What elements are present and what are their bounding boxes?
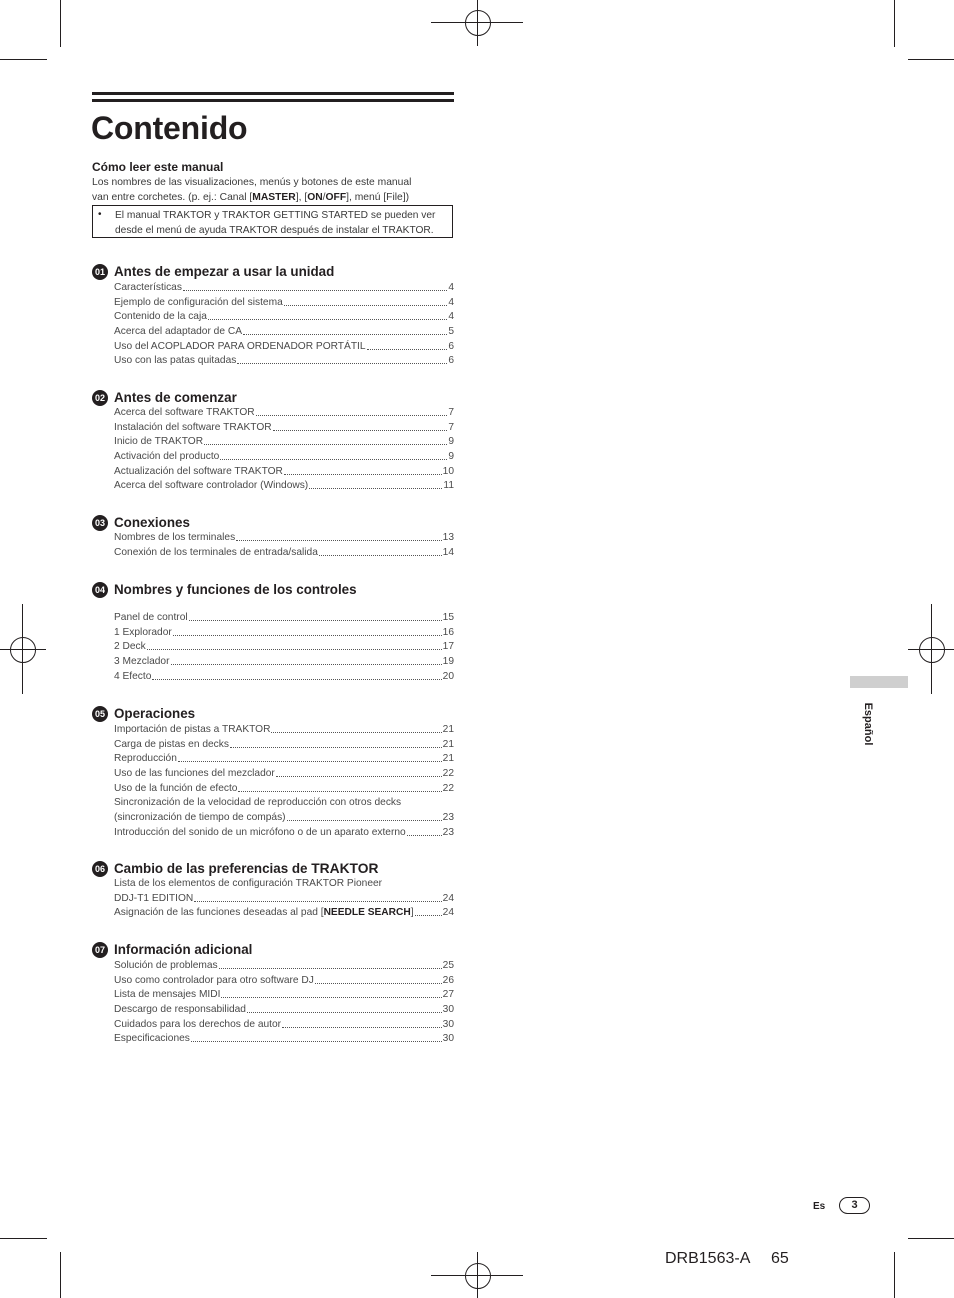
language-code: Es <box>813 1201 826 1212</box>
toc-page-number: 7 <box>448 421 454 433</box>
toc-entry-label: Características <box>114 282 182 293</box>
section-title: Información adicional <box>114 942 253 957</box>
section-title: Antes de empezar a usar la unidad <box>114 264 335 279</box>
toc-page-number: 26 <box>442 974 454 986</box>
toc-entry-label: 3 Mezclador <box>114 656 170 668</box>
toc-page-number: 20 <box>442 670 454 682</box>
toc-entry-label: Acerca del software controlador (Windows) <box>114 480 309 492</box>
toc-entry-label: Nombres de los terminales <box>114 532 236 543</box>
toc-page-number: 5 <box>448 326 454 338</box>
toc-entry[interactable] <box>114 906 454 921</box>
leader-dots <box>238 782 441 792</box>
leader-dots <box>407 826 442 836</box>
howto-text <box>92 175 454 205</box>
section-number-badge: 02 <box>92 390 108 406</box>
toc-entry-label: Lista de los elementos de configuración TRAKTOR Pioneer <box>114 878 383 889</box>
toc-entry[interactable] <box>114 877 454 906</box>
toc-page-number: 4 <box>448 296 454 308</box>
toc-page-number: 17 <box>442 641 454 653</box>
leader-dots <box>147 640 442 650</box>
toc-entry-text: Asignación de las funciones deseadas al pad [ <box>114 907 324 919</box>
leader-dots <box>415 906 442 916</box>
section-heading[interactable] <box>92 390 454 406</box>
toc-page-number: 21 <box>442 753 454 765</box>
section-title <box>114 861 378 877</box>
toc-entry-label: Actualización del software TRAKTOR <box>114 465 283 477</box>
toc-entry[interactable] <box>114 546 454 561</box>
toc-page-number: 22 <box>442 782 454 794</box>
toc-entry[interactable] <box>114 450 454 465</box>
toc-entry[interactable] <box>114 767 454 782</box>
toc-entry-label: 1 Explorador <box>114 626 172 638</box>
leader-dots <box>171 655 442 665</box>
toc-section <box>92 390 454 494</box>
toc-page-number: 30 <box>442 1018 454 1030</box>
section-number-badge: 06 <box>92 861 108 877</box>
leader-dots <box>243 325 447 335</box>
toc-entry-label: Sincronización de la velocidad de reproducción con otros decks <box>114 797 402 809</box>
howto-line: ], menú [File]) <box>346 192 410 203</box>
toc-entry[interactable] <box>114 325 454 340</box>
section-heading[interactable] <box>92 515 454 531</box>
language-tab <box>850 676 908 688</box>
toc-page-number: 6 <box>448 355 454 367</box>
toc-page-number: 14 <box>442 546 454 558</box>
section-title: Antes de comenzar <box>114 390 237 405</box>
toc-entry[interactable] <box>114 796 454 825</box>
toc-page-number: 21 <box>442 724 454 735</box>
leader-dots <box>287 811 442 821</box>
toc-page-number: 23 <box>442 812 454 824</box>
on-label: ON <box>307 192 323 203</box>
toc-page-number: 9 <box>448 436 454 448</box>
toc-page-number: 30 <box>442 1033 454 1045</box>
section-heading[interactable] <box>92 861 454 877</box>
toc-entry-label: Uso del ACOPLADOR PARA ORDENADOR PORTÁTIL <box>114 340 366 352</box>
leader-dots <box>189 611 442 621</box>
section-title: Conexiones <box>114 515 190 530</box>
toc-page-number: 25 <box>442 960 454 971</box>
crop-mark <box>908 59 954 60</box>
section-title: Operaciones <box>114 706 196 721</box>
section-heading[interactable] <box>92 582 454 598</box>
section-title: Nombres y funciones de los controles <box>114 582 357 597</box>
leader-dots <box>208 310 447 320</box>
leader-dots <box>173 626 442 636</box>
leader-dots <box>247 1003 442 1013</box>
toc-entry[interactable] <box>114 281 454 296</box>
toc-entry-label: Especificaciones <box>114 1033 190 1045</box>
crop-mark <box>60 0 61 47</box>
toc-page-number: 7 <box>448 407 454 418</box>
section-number-badge: 04 <box>92 582 108 598</box>
leader-dots <box>284 296 448 306</box>
crop-mark <box>908 1238 954 1239</box>
leader-dots <box>152 670 441 680</box>
leader-dots <box>315 974 442 984</box>
note-box <box>92 205 453 238</box>
toc-page-number: 24 <box>442 907 454 919</box>
leader-dots <box>220 450 447 460</box>
title-rule <box>92 92 454 95</box>
slash: / <box>322 192 326 203</box>
section-number-badge: 05 <box>92 706 108 722</box>
howto-line: ], [ <box>295 192 308 203</box>
howto-line: van entre corchetes. (p. ej.: Canal [ <box>92 192 253 203</box>
toc-page-number: 16 <box>442 626 454 638</box>
crop-mark <box>894 0 895 47</box>
section-heading[interactable] <box>92 264 454 280</box>
leader-dots <box>284 465 442 475</box>
toc-entry[interactable] <box>114 959 454 974</box>
toc-entry-label: Activación del producto <box>114 451 220 463</box>
toc-entry[interactable] <box>114 611 454 626</box>
toc-page-number: 13 <box>442 532 454 543</box>
toc-entry-label: Carga de pistas en decks <box>114 738 229 750</box>
toc-section <box>92 515 454 560</box>
toc-page-number: 4 <box>448 282 454 293</box>
toc-entry[interactable] <box>114 988 454 1003</box>
leader-dots <box>276 767 442 777</box>
leader-dots <box>237 354 447 364</box>
toc-entry-label: Conexión de los terminales de entrada/salida <box>114 546 318 558</box>
leader-dots <box>191 1032 442 1042</box>
toc-section <box>92 861 454 921</box>
toc-entry-label <box>114 906 414 921</box>
toc-entry[interactable] <box>114 1018 454 1033</box>
toc-entry[interactable] <box>114 1032 454 1047</box>
toc-entry-label: Reproducción <box>114 753 177 765</box>
toc-page-number: 11 <box>443 480 454 492</box>
crop-mark <box>60 1252 61 1298</box>
toc-entry[interactable] <box>114 406 454 421</box>
title-rule <box>92 99 454 102</box>
toc-entry[interactable] <box>114 531 454 546</box>
toc-entry-label: (sincronización de tiempo de compás) <box>114 812 286 824</box>
toc-entry-label: Inicio de TRAKTOR <box>114 436 204 448</box>
toc-page-number: 9 <box>448 451 454 463</box>
toc-entry-label: Descargo de responsabilidad <box>114 1004 246 1016</box>
leader-dots <box>236 531 441 541</box>
crop-mark <box>0 59 47 60</box>
toc-entry[interactable] <box>114 782 454 797</box>
section-title-brand: TRAKTOR <box>311 861 379 876</box>
toc-page-number: 23 <box>442 826 454 838</box>
registration-mark <box>465 10 491 36</box>
toc-entry[interactable] <box>114 723 454 738</box>
toc-entry[interactable] <box>114 340 454 355</box>
toc-entry[interactable] <box>114 974 454 989</box>
leader-dots <box>183 281 447 291</box>
toc-entry-label: 4 Efecto <box>114 670 152 682</box>
toc-page-number: 19 <box>442 656 454 668</box>
section-number-badge: 07 <box>92 942 108 958</box>
howto-heading: Cómo leer este manual <box>92 160 224 174</box>
toc-entry-label: Uso de la función de efecto <box>114 782 238 794</box>
toc-page-number: 15 <box>442 612 454 623</box>
leader-dots <box>319 546 442 556</box>
leader-dots <box>309 479 442 489</box>
section-title-text: Cambio de las preferencias de <box>114 861 312 876</box>
toc-entry[interactable] <box>114 655 454 670</box>
toc-entry[interactable] <box>114 479 454 494</box>
toc-entry[interactable] <box>114 421 454 436</box>
leader-dots <box>282 1018 442 1028</box>
toc-entry-text: ] <box>410 907 414 919</box>
leader-dots <box>219 959 442 969</box>
leader-dots <box>273 421 448 431</box>
leader-dots <box>230 738 442 748</box>
toc-entry[interactable] <box>114 640 454 655</box>
section-heading[interactable] <box>92 706 454 722</box>
toc-section <box>92 264 454 369</box>
toc-entry[interactable] <box>114 435 454 450</box>
leader-dots <box>178 752 442 762</box>
toc-entry[interactable] <box>114 1003 454 1018</box>
toc-page-number: 22 <box>442 768 454 780</box>
toc-entry-label: Introducción del sonido de un micrófono o de un aparato externo <box>114 826 406 838</box>
toc-entry[interactable] <box>114 752 454 767</box>
leader-dots <box>271 723 441 733</box>
toc-entry-label: Uso como controlador para otro software DJ <box>114 974 314 986</box>
toc-entry-label: 2 Deck <box>114 641 146 653</box>
document-page: 65 <box>771 1250 789 1267</box>
toc-entry-label: Lista de mensajes MIDI <box>114 989 221 1001</box>
section-heading[interactable] <box>92 942 454 958</box>
toc-section <box>92 706 454 841</box>
toc-section <box>92 582 454 684</box>
crop-mark <box>0 1238 47 1239</box>
needle-search-label: NEEDLE SEARCH <box>323 907 411 919</box>
toc-entry-label: Contenido de la caja <box>114 311 207 323</box>
toc-entry-label: Uso con las patas quitadas <box>114 355 237 367</box>
toc-page-number: 10 <box>442 465 454 477</box>
leader-dots <box>367 340 448 350</box>
crop-mark <box>894 1252 895 1298</box>
language-label: Español <box>862 702 874 746</box>
toc-page-number: 30 <box>442 1004 454 1016</box>
toc-section <box>92 942 454 1047</box>
toc-entry[interactable] <box>114 626 454 641</box>
toc-entry-label: Uso de las funciones del mezclador <box>114 768 275 780</box>
toc-entry[interactable] <box>114 354 454 369</box>
toc-page-number: 4 <box>448 311 454 323</box>
toc-entry-label: Instalación del software TRAKTOR <box>114 421 272 433</box>
note-text: El manual TRAKTOR y TRAKTOR GETTING STARTED se pueden ver desde el menú de ayuda TRAKTOR después de instalar el TRAKTOR. <box>115 210 436 236</box>
registration-mark <box>10 637 36 663</box>
toc-entry-label: Ejemplo de configuración del sistema <box>114 296 283 308</box>
toc-page-number: 24 <box>442 892 454 904</box>
bullet-icon: • <box>98 209 102 220</box>
toc-entry-label: Cuidados para los derechos de autor <box>114 1018 282 1030</box>
toc-entry-label: Acerca del software TRAKTOR <box>114 407 255 418</box>
toc-entry[interactable] <box>114 296 454 311</box>
toc-entry[interactable] <box>114 826 454 841</box>
toc-page-number: 6 <box>448 340 454 352</box>
toc-entry[interactable] <box>114 670 454 685</box>
master-label: MASTER <box>252 192 296 203</box>
toc-page-number: 27 <box>442 989 454 1001</box>
section-number-badge: 01 <box>92 264 108 280</box>
leader-dots <box>256 406 448 416</box>
off-label: OFF <box>325 192 347 203</box>
registration-mark <box>919 637 945 663</box>
toc-entry-label: Acerca del adaptador de CA <box>114 326 242 338</box>
toc-entry[interactable] <box>114 465 454 480</box>
registration-mark <box>465 1263 491 1289</box>
toc-entry[interactable] <box>114 738 454 753</box>
document-code: DRB1563-A <box>665 1250 751 1267</box>
toc-page-number: 21 <box>442 738 454 750</box>
leader-dots <box>221 988 441 998</box>
section-number-badge: 03 <box>92 515 108 531</box>
toc-entry-label: Solución de problemas <box>114 960 218 971</box>
page-title: Contenido <box>91 110 248 146</box>
leader-dots <box>204 435 447 445</box>
toc-entry-label: Panel de control <box>114 612 188 623</box>
toc-entry-label: DDJ-T1 EDITION <box>114 892 194 904</box>
toc-entry[interactable] <box>114 310 454 325</box>
page-number: 3 <box>839 1197 870 1214</box>
leader-dots <box>194 892 441 902</box>
toc-entry-label: Importación de pistas a TRAKTOR <box>114 724 271 735</box>
howto-line: Los nombres de las visualizaciones, menús y botones de este manual <box>92 177 412 188</box>
